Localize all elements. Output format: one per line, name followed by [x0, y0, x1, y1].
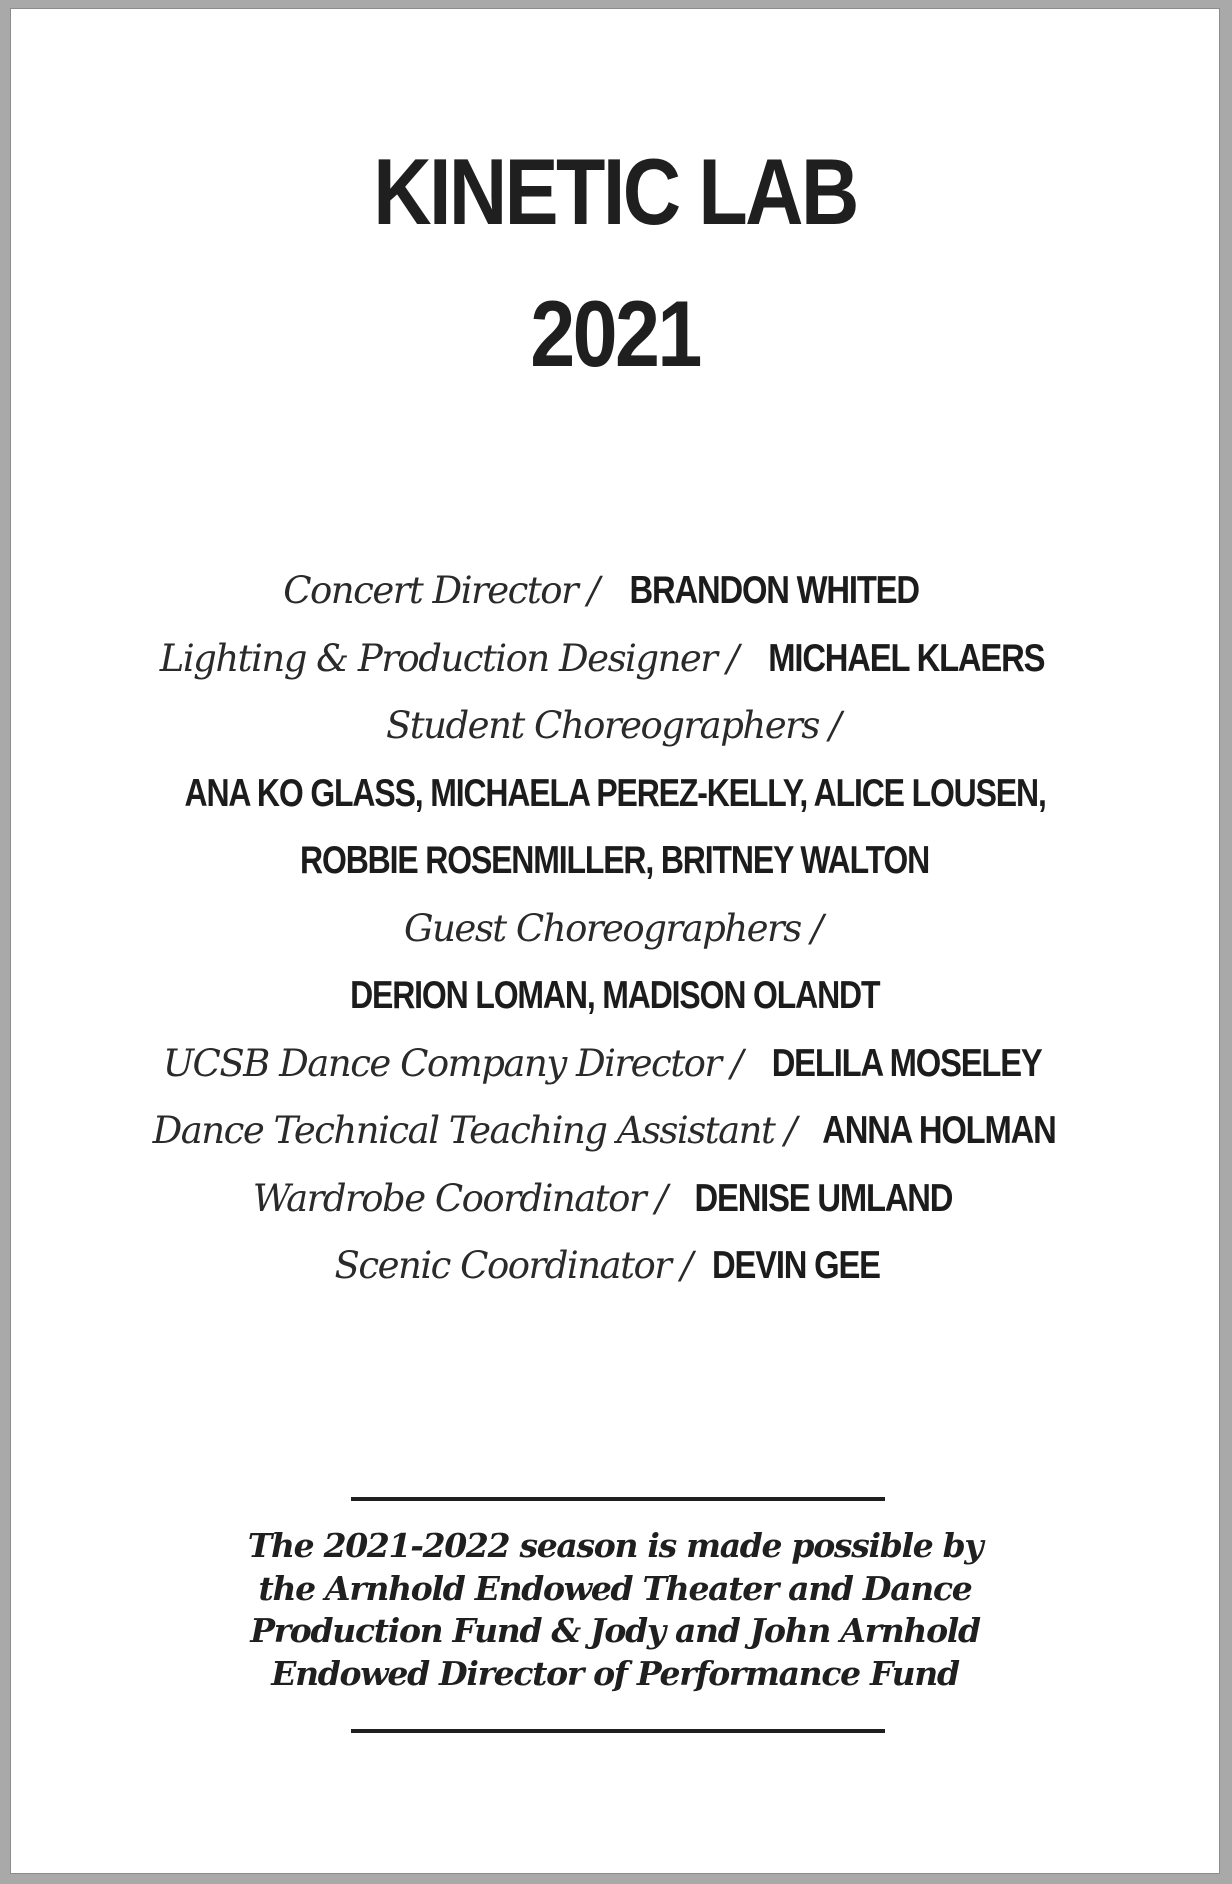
funding-acknowledgement: [11, 1525, 1219, 1695]
credit-name: ANA KO GLASS, MICHAELA PEREZ-KELLY, ALICE LOUSEN,: [184, 771, 1046, 815]
credit-name: ROBBIE ROSENMILLER, BRITNEY WALTON: [300, 839, 930, 882]
credit-line: [11, 760, 1219, 828]
credit-line: [11, 1232, 1219, 1300]
credit-line: [11, 962, 1219, 1030]
funding-line: The 2021-2022 season is made possible by: [247, 1526, 983, 1565]
credit-role: Student Choreographers /: [385, 704, 841, 747]
credit-name: DENISE UMLAND: [694, 1176, 953, 1220]
funding-line: Production Fund & Jody and John Arnhold: [250, 1611, 980, 1650]
title-line-year: 2021: [530, 281, 700, 386]
credit-name: BRANDON WHITED: [629, 569, 920, 612]
credit-name: ANNA HOLMAN: [821, 1109, 1056, 1152]
page-title: [96, 121, 1135, 405]
credit-line: [11, 625, 1219, 693]
credit-name: DERION LOMAN, MADISON OLANDT: [350, 974, 880, 1017]
credits-list: [11, 557, 1219, 1300]
credit-line: [11, 1165, 1219, 1233]
divider-bottom: [351, 1729, 885, 1733]
credit-line: [11, 692, 1219, 760]
credit-line: [11, 1097, 1219, 1165]
credit-role: Concert Director /: [283, 569, 599, 612]
credit-line: [11, 827, 1219, 895]
credit-name: DEVIN GEE: [711, 1244, 880, 1287]
title-line-event: KINETIC LAB: [373, 139, 857, 244]
credit-line: [11, 557, 1219, 625]
divider-top: [351, 1497, 885, 1501]
credit-role: Dance Technical Teaching Assistant /: [152, 1109, 796, 1152]
credit-role: UCSB Dance Company Director /: [162, 1041, 742, 1085]
credit-name: MICHAEL KLAERS: [768, 636, 1044, 680]
credit-role: Scenic Coordinator /: [334, 1244, 692, 1287]
credit-name: DELILA MOSELEY: [771, 1041, 1042, 1085]
funding-line: the Arnhold Endowed Theater and Dance: [258, 1568, 972, 1608]
credit-line: [11, 1030, 1219, 1098]
credit-role: Lighting & Production Designer /: [159, 636, 738, 680]
credit-line: [11, 895, 1219, 963]
credit-role: Wardrobe Coordinator /: [252, 1176, 667, 1220]
program-page: [10, 8, 1220, 1874]
credit-role: Guest Choreographers /: [404, 906, 822, 950]
funding-line: Endowed Director of Performance Fund: [271, 1653, 959, 1693]
